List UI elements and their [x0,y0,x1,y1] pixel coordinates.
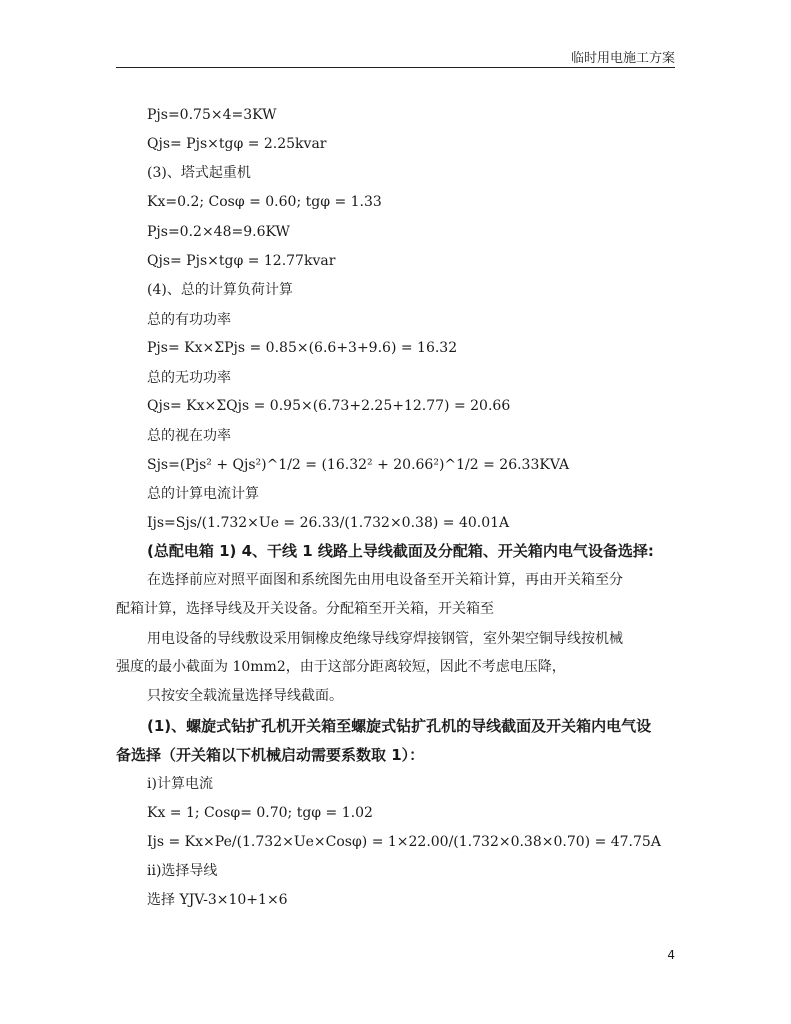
text-line: (4)、总的计算负荷计算 [147,282,293,298]
paragraph-line: 配箱计算，选择导线及开关设备。分配箱至开关箱，开关箱至 [116,601,494,617]
text-line: Ijs=Sjs/(1.732×Ue = 26.33/(1.732×0.38) = 40.01A [147,515,510,531]
text-line: Ijs = Kx×Pe/(1.732×Ue×Cosφ) = 1×22.00/(1.732×0.38×0.70) = 47.75A [147,834,661,850]
text-line: Qjs= Pjs×tgφ = 2.25kvar [147,136,327,152]
text-line: Qjs= Pjs×tgφ = 12.77kvar [147,253,336,269]
text-line: 选择 YJV-3×10+1×6 [147,892,288,908]
text-line: 总的有功功率 [147,312,231,328]
text-line: 总的视在功率 [147,428,231,444]
text-line: (3)、塔式起重机 [147,165,251,181]
subsection-heading: (1)、螺旋式钻扩孔机开关箱至螺旋式钻扩孔机的导线截面及开关箱内电气设 [147,717,652,735]
header-rule [116,67,675,68]
text-line: Kx=0.2; Cosφ = 0.60; tgφ = 1.33 [147,194,382,210]
text-line: 总的无功功率 [147,370,231,386]
paragraph-line: 强度的最小截面为 10mm2，由于这部分距离较短，因此不考虑电压降， [116,659,566,675]
paragraph-line: 在选择前应对照平面图和系统图先由用电设备至开关箱计算，再由开关箱至分 [147,572,623,588]
paragraph-line: 只按安全载流量选择导线截面。 [147,688,343,704]
page-number: 4 [667,948,675,962]
text-line: 总的计算电流计算 [147,486,259,502]
text-line: i)计算电流 [147,776,213,792]
paragraph-line: 用电设备的导线敷设采用铜橡皮绝缘导线穿焊接钢管，室外架空铜导线按机械 [147,631,623,647]
text-line: Sjs=(Pjs² + Qjs²)^1/2 = (16.32² + 20.66²)^1/2 = 26.33KVA [147,457,570,473]
header-title: 临时用电施工方案 [570,51,675,66]
text-line: Pjs=0.75×4=3KW [147,107,277,123]
subsection-heading: 备选择（开关箱以下机械启动需要系数取 1）： [116,746,425,764]
text-line: Kx = 1; Cosφ= 0.70; tgφ = 1.02 [147,805,373,821]
text-line: Pjs= Kx×ΣPjs = 0.85×(6.6+3+9.6) = 16.32 [147,340,458,356]
text-line: Qjs= Kx×ΣQjs = 0.95×(6.73+2.25+12.77) = 20.66 [147,398,511,414]
section-heading: (总配电箱 1) 4、干线 1 线路上导线截面及分配箱、开关箱内电气设备选择: [147,542,654,560]
text-line: ii)选择导线 [147,863,218,879]
text-line: Pjs=0.2×48=9.6KW [147,224,290,240]
